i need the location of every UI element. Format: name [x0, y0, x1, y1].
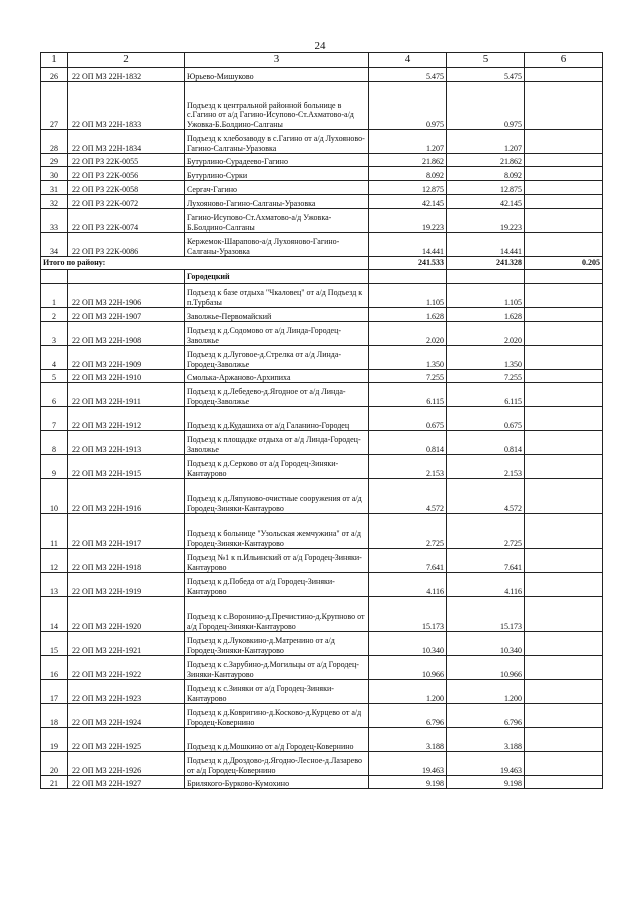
section-empty-cell — [41, 270, 68, 284]
row-number-cell: 26 — [41, 68, 68, 82]
road-name-cell: Подъезд к площадке отдыха от а/д Линда-Городец-Заволжье — [185, 431, 369, 455]
length-col5-cell: 1.207 — [447, 130, 525, 154]
road-code-cell: 22 ОП МЗ 22Н-1912 — [68, 407, 185, 431]
column-header: 5 — [447, 53, 525, 68]
length-total-cell: 1.628 — [369, 308, 447, 322]
length-total-cell: 5.475 — [369, 68, 447, 82]
road-name-cell: Бутурлино-Сурки — [185, 167, 369, 181]
row-number-cell: 20 — [41, 752, 68, 776]
row-number-cell: 21 — [41, 776, 68, 789]
road-name-cell: Подъезд к д.Победа от а/д Городец-Зиняки-Кантаурово — [185, 573, 369, 597]
length-col5-cell: 4.116 — [447, 573, 525, 597]
road-code-cell: 22 ОП РЗ 22К-0055 — [68, 154, 185, 167]
length-col5-cell: 6.115 — [447, 383, 525, 407]
road-name-cell: Подъезд к больнице "Узольская жемчужина" от а/д Городец-Зиняки-Кантаурово — [185, 514, 369, 549]
road-code-cell: 22 ОП МЗ 22Н-1921 — [68, 632, 185, 656]
row-number-cell: 1 — [41, 284, 68, 308]
road-name-cell: Гагино-Исупово-Ст.Ахматово-а/д Ужовка-Б.Болдино-Салганы — [185, 209, 369, 233]
column-header: 2 — [68, 53, 185, 68]
length-total-cell: 19.223 — [369, 209, 447, 233]
row-number-cell: 15 — [41, 632, 68, 656]
length-total-cell: 4.116 — [369, 573, 447, 597]
length-col5-cell: 3.188 — [447, 728, 525, 752]
row-number-cell: 7 — [41, 407, 68, 431]
length-col6-cell — [525, 181, 603, 195]
length-col5-cell: 12.875 — [447, 181, 525, 195]
length-col5-cell: 1.200 — [447, 680, 525, 704]
length-col6-cell — [525, 680, 603, 704]
length-col5-cell: 1.350 — [447, 346, 525, 370]
table-row — [41, 346, 603, 370]
length-col5-cell: 14.441 — [447, 233, 525, 257]
road-code-cell: 22 ОП РЗ 22К-0086 — [68, 233, 185, 257]
length-total-cell: 0.975 — [369, 82, 447, 130]
length-total-cell: 2.153 — [369, 455, 447, 479]
row-number-cell: 11 — [41, 514, 68, 549]
length-col5-cell: 5.475 — [447, 68, 525, 82]
table-row — [41, 209, 603, 233]
road-name-cell: Подъезд к с.Воронино-д.Пречистино-д.Крупново от а/д Городец-Зиняки-Кантаурово — [185, 597, 369, 632]
length-col6-cell — [525, 130, 603, 154]
table-row — [41, 82, 603, 130]
road-name-cell: Смолька-Аржаново-Архипиха — [185, 370, 369, 383]
row-number-cell: 29 — [41, 154, 68, 167]
row-number-cell: 33 — [41, 209, 68, 233]
table-row — [41, 632, 603, 656]
table-row — [41, 514, 603, 549]
length-col5-cell: 19.223 — [447, 209, 525, 233]
length-col5-cell: 6.796 — [447, 704, 525, 728]
row-number-cell: 19 — [41, 728, 68, 752]
district-section-row — [41, 270, 603, 284]
road-code-cell: 22 ОП МЗ 22Н-1924 — [68, 704, 185, 728]
length-col5-cell: 1.628 — [447, 308, 525, 322]
row-number-cell: 30 — [41, 167, 68, 181]
road-name-cell: Заволжье-Первомайский — [185, 308, 369, 322]
road-name-cell: Брилякого-Бурково-Кумохино — [185, 776, 369, 789]
length-col6-cell — [525, 284, 603, 308]
table-row — [41, 68, 603, 82]
road-code-cell: 22 ОП МЗ 22Н-1927 — [68, 776, 185, 789]
road-name-cell: Подъезд к д.Дроздово-д.Ягодно-Лесное-д.Лазарево от а/д Городец-Ковернино — [185, 752, 369, 776]
length-col6-cell — [525, 479, 603, 514]
road-code-cell: 22 ОП МЗ 22Н-1922 — [68, 656, 185, 680]
road-name-cell: Подъезд к хлебозаводу в с.Гагино от а/д Лухояново-Гагино-Салганы-Уразовка — [185, 130, 369, 154]
road-code-cell: 22 ОП МЗ 22Н-1911 — [68, 383, 185, 407]
district-total-label: Итого по району: — [41, 257, 369, 270]
total-col5-cell: 241.328 — [447, 257, 525, 270]
length-col5-cell: 19.463 — [447, 752, 525, 776]
total-col6-cell: 0.205 — [525, 257, 603, 270]
row-number-cell: 16 — [41, 656, 68, 680]
table-row — [41, 656, 603, 680]
table-header-row — [41, 53, 603, 68]
length-col5-cell: 10.340 — [447, 632, 525, 656]
table-row — [41, 407, 603, 431]
road-name-cell: Подъезд к д.Серково от а/д Городец-Зиняки-Кантаурово — [185, 455, 369, 479]
length-total-cell: 7.641 — [369, 549, 447, 573]
table-body — [41, 68, 603, 789]
length-col5-cell: 15.173 — [447, 597, 525, 632]
length-col6-cell — [525, 82, 603, 130]
section-empty-cell — [525, 270, 603, 284]
table-row — [41, 680, 603, 704]
road-name-cell: Подъезд к д.Лебедево-д.Ягодное от а/д Линда-Городец-Заволжье — [185, 383, 369, 407]
row-number-cell: 12 — [41, 549, 68, 573]
length-col5-cell: 2.020 — [447, 322, 525, 346]
row-number-cell: 31 — [41, 181, 68, 195]
length-col5-cell: 42.145 — [447, 195, 525, 209]
length-total-cell: 21.862 — [369, 154, 447, 167]
road-code-cell: 22 ОП РЗ 22К-0072 — [68, 195, 185, 209]
road-name-cell: Подъезд к базе отдыха "Чкаловец" от а/д Подъезд к п.Турбазы — [185, 284, 369, 308]
length-col6-cell — [525, 549, 603, 573]
road-name-cell: Лухояново-Гагино-Салганы-Уразовка — [185, 195, 369, 209]
length-total-cell: 19.463 — [369, 752, 447, 776]
road-name-cell: Подъезд к д.Ляпуново-очистные сооружения от а/д Городец-Зиняки-Кантаурово — [185, 479, 369, 514]
road-code-cell: 22 ОП МЗ 22Н-1913 — [68, 431, 185, 455]
length-col6-cell — [525, 308, 603, 322]
length-total-cell: 2.020 — [369, 322, 447, 346]
table-row — [41, 455, 603, 479]
column-header: 1 — [41, 53, 68, 68]
length-col6-cell — [525, 68, 603, 82]
table-row — [41, 308, 603, 322]
length-col6-cell — [525, 728, 603, 752]
length-col5-cell: 7.641 — [447, 549, 525, 573]
table-row — [41, 431, 603, 455]
total-col4-cell: 241.533 — [369, 257, 447, 270]
page-number: 24 — [314, 40, 326, 52]
row-number-cell: 17 — [41, 680, 68, 704]
length-total-cell: 10.966 — [369, 656, 447, 680]
road-name-cell: Подъезд к центральной районной больнице в с.Гагино от а/д Гагино-Исупово-Ст.Ахматово-а/д Ужовка-Б.Болдино-Салганы — [185, 82, 369, 130]
length-total-cell: 1.200 — [369, 680, 447, 704]
table-row — [41, 704, 603, 728]
column-header: 6 — [525, 53, 603, 68]
row-number-cell: 34 — [41, 233, 68, 257]
length-col5-cell: 7.255 — [447, 370, 525, 383]
length-total-cell: 14.441 — [369, 233, 447, 257]
length-total-cell: 0.814 — [369, 431, 447, 455]
length-col6-cell — [525, 597, 603, 632]
row-number-cell: 5 — [41, 370, 68, 383]
row-number-cell: 8 — [41, 431, 68, 455]
table-row — [41, 130, 603, 154]
section-empty-cell — [68, 270, 185, 284]
length-total-cell: 1.105 — [369, 284, 447, 308]
road-code-cell: 22 ОП МЗ 22Н-1910 — [68, 370, 185, 383]
length-col6-cell — [525, 514, 603, 549]
table-row — [41, 728, 603, 752]
road-name-cell: Кержемок-Шарапово-а/д Лухояново-Гагино-Салганы-Уразовка — [185, 233, 369, 257]
road-name-cell: Подъезд к д.Кудашиха от а/д Галанино-Городец — [185, 407, 369, 431]
length-col5-cell: 0.814 — [447, 431, 525, 455]
row-number-cell: 9 — [41, 455, 68, 479]
table-row — [41, 322, 603, 346]
road-code-cell: 22 ОП МЗ 22Н-1925 — [68, 728, 185, 752]
roads-table — [40, 52, 603, 789]
road-code-cell: 22 ОП МЗ 22Н-1906 — [68, 284, 185, 308]
table-row — [41, 167, 603, 181]
length-col5-cell: 21.862 — [447, 154, 525, 167]
length-col6-cell — [525, 407, 603, 431]
row-number-cell: 27 — [41, 82, 68, 130]
table-row — [41, 776, 603, 789]
length-col6-cell — [525, 233, 603, 257]
road-name-cell: Сергач-Гагино — [185, 181, 369, 195]
row-number-cell: 3 — [41, 322, 68, 346]
length-total-cell: 1.350 — [369, 346, 447, 370]
road-code-cell: 22 ОП МЗ 22Н-1918 — [68, 549, 185, 573]
row-number-cell: 14 — [41, 597, 68, 632]
length-total-cell: 2.725 — [369, 514, 447, 549]
length-col6-cell — [525, 370, 603, 383]
length-col6-cell — [525, 656, 603, 680]
table-row — [41, 752, 603, 776]
length-col6-cell — [525, 195, 603, 209]
table-row — [41, 195, 603, 209]
row-number-cell: 10 — [41, 479, 68, 514]
row-number-cell: 32 — [41, 195, 68, 209]
road-code-cell: 22 ОП МЗ 22Н-1926 — [68, 752, 185, 776]
column-header: 3 — [185, 53, 369, 68]
road-code-cell: 22 ОП МЗ 22Н-1832 — [68, 68, 185, 82]
length-col6-cell — [525, 209, 603, 233]
table-row — [41, 154, 603, 167]
road-name-cell: Подъезд к д.Мошкино от а/д Городец-Ковернино — [185, 728, 369, 752]
length-col6-cell — [525, 573, 603, 597]
table-row — [41, 573, 603, 597]
length-col5-cell: 9.198 — [447, 776, 525, 789]
length-col5-cell: 0.675 — [447, 407, 525, 431]
road-name-cell: Бутурлино-Сурадеево-Гагино — [185, 154, 369, 167]
row-number-cell: 13 — [41, 573, 68, 597]
length-total-cell: 9.198 — [369, 776, 447, 789]
row-number-cell: 6 — [41, 383, 68, 407]
length-total-cell: 12.875 — [369, 181, 447, 195]
length-total-cell: 15.173 — [369, 597, 447, 632]
district-name-cell: Городецкий — [185, 270, 369, 284]
road-code-cell: 22 ОП МЗ 22Н-1833 — [68, 82, 185, 130]
road-code-cell: 22 ОП МЗ 22Н-1834 — [68, 130, 185, 154]
road-code-cell: 22 ОП МЗ 22Н-1908 — [68, 322, 185, 346]
road-name-cell: Подъезд к с.Зарубино-д.Могильцы от а/д Городец-Зиняки-Кантаурово — [185, 656, 369, 680]
length-col5-cell: 4.572 — [447, 479, 525, 514]
length-col5-cell: 10.966 — [447, 656, 525, 680]
length-col6-cell — [525, 704, 603, 728]
road-code-cell: 22 ОП РЗ 22К-0058 — [68, 181, 185, 195]
length-col6-cell — [525, 431, 603, 455]
length-col6-cell — [525, 455, 603, 479]
table-row — [41, 233, 603, 257]
row-number-cell: 18 — [41, 704, 68, 728]
length-total-cell: 42.145 — [369, 195, 447, 209]
table-row — [41, 597, 603, 632]
road-code-cell: 22 ОП МЗ 22Н-1917 — [68, 514, 185, 549]
road-code-cell: 22 ОП РЗ 22К-0056 — [68, 167, 185, 181]
road-code-cell: 22 ОП МЗ 22Н-1919 — [68, 573, 185, 597]
row-number-cell: 2 — [41, 308, 68, 322]
table-row — [41, 370, 603, 383]
road-name-cell: Подъезд к с.Зиняки от а/д Городец-Зиняки-Кантаурово — [185, 680, 369, 704]
length-total-cell: 0.675 — [369, 407, 447, 431]
road-name-cell: Подъезд к д.Содомово от а/д Линда-Городец-Заволжье — [185, 322, 369, 346]
length-col6-cell — [525, 154, 603, 167]
road-name-cell: Подъезд №1 к п.Ильинский от а/д Городец-Зиняки-Кантаурово — [185, 549, 369, 573]
road-name-cell: Юрьево-Мишуково — [185, 68, 369, 82]
table-row — [41, 383, 603, 407]
length-col5-cell: 0.975 — [447, 82, 525, 130]
row-number-cell: 4 — [41, 346, 68, 370]
road-name-cell: Подъезд к д.Ковригино-д.Косково-д.Курцево от а/д Городец-Ковернино — [185, 704, 369, 728]
length-total-cell: 3.188 — [369, 728, 447, 752]
table-row — [41, 181, 603, 195]
road-code-cell: 22 ОП МЗ 22Н-1920 — [68, 597, 185, 632]
length-col5-cell: 2.153 — [447, 455, 525, 479]
table-row — [41, 284, 603, 308]
length-col6-cell — [525, 383, 603, 407]
road-code-cell: 22 ОП МЗ 22Н-1909 — [68, 346, 185, 370]
length-col6-cell — [525, 322, 603, 346]
length-total-cell: 4.572 — [369, 479, 447, 514]
length-col5-cell: 8.092 — [447, 167, 525, 181]
length-total-cell: 6.115 — [369, 383, 447, 407]
section-empty-cell — [447, 270, 525, 284]
road-code-cell: 22 ОП РЗ 22К-0074 — [68, 209, 185, 233]
length-total-cell: 10.340 — [369, 632, 447, 656]
road-name-cell: Подъезд к д.Луговое-д.Стрелка от а/д Линда-Городец-Заволжье — [185, 346, 369, 370]
table-row — [41, 549, 603, 573]
column-header: 4 — [369, 53, 447, 68]
length-total-cell: 8.092 — [369, 167, 447, 181]
road-code-cell: 22 ОП МЗ 22Н-1923 — [68, 680, 185, 704]
road-code-cell: 22 ОП МЗ 22Н-1915 — [68, 455, 185, 479]
table-row — [41, 479, 603, 514]
length-col6-cell — [525, 752, 603, 776]
length-col6-cell — [525, 776, 603, 789]
length-col6-cell — [525, 632, 603, 656]
road-code-cell: 22 ОП МЗ 22Н-1916 — [68, 479, 185, 514]
length-col6-cell — [525, 346, 603, 370]
length-total-cell: 7.255 — [369, 370, 447, 383]
length-col5-cell: 2.725 — [447, 514, 525, 549]
road-name-cell: Подъезд к д.Луковкино-д.Матренино от а/д Городец-Зиняки-Кантаурово — [185, 632, 369, 656]
length-total-cell: 1.207 — [369, 130, 447, 154]
row-number-cell: 28 — [41, 130, 68, 154]
district-total-row — [41, 257, 603, 270]
length-col5-cell: 1.105 — [447, 284, 525, 308]
length-total-cell: 6.796 — [369, 704, 447, 728]
road-code-cell: 22 ОП МЗ 22Н-1907 — [68, 308, 185, 322]
length-col6-cell — [525, 167, 603, 181]
section-empty-cell — [369, 270, 447, 284]
